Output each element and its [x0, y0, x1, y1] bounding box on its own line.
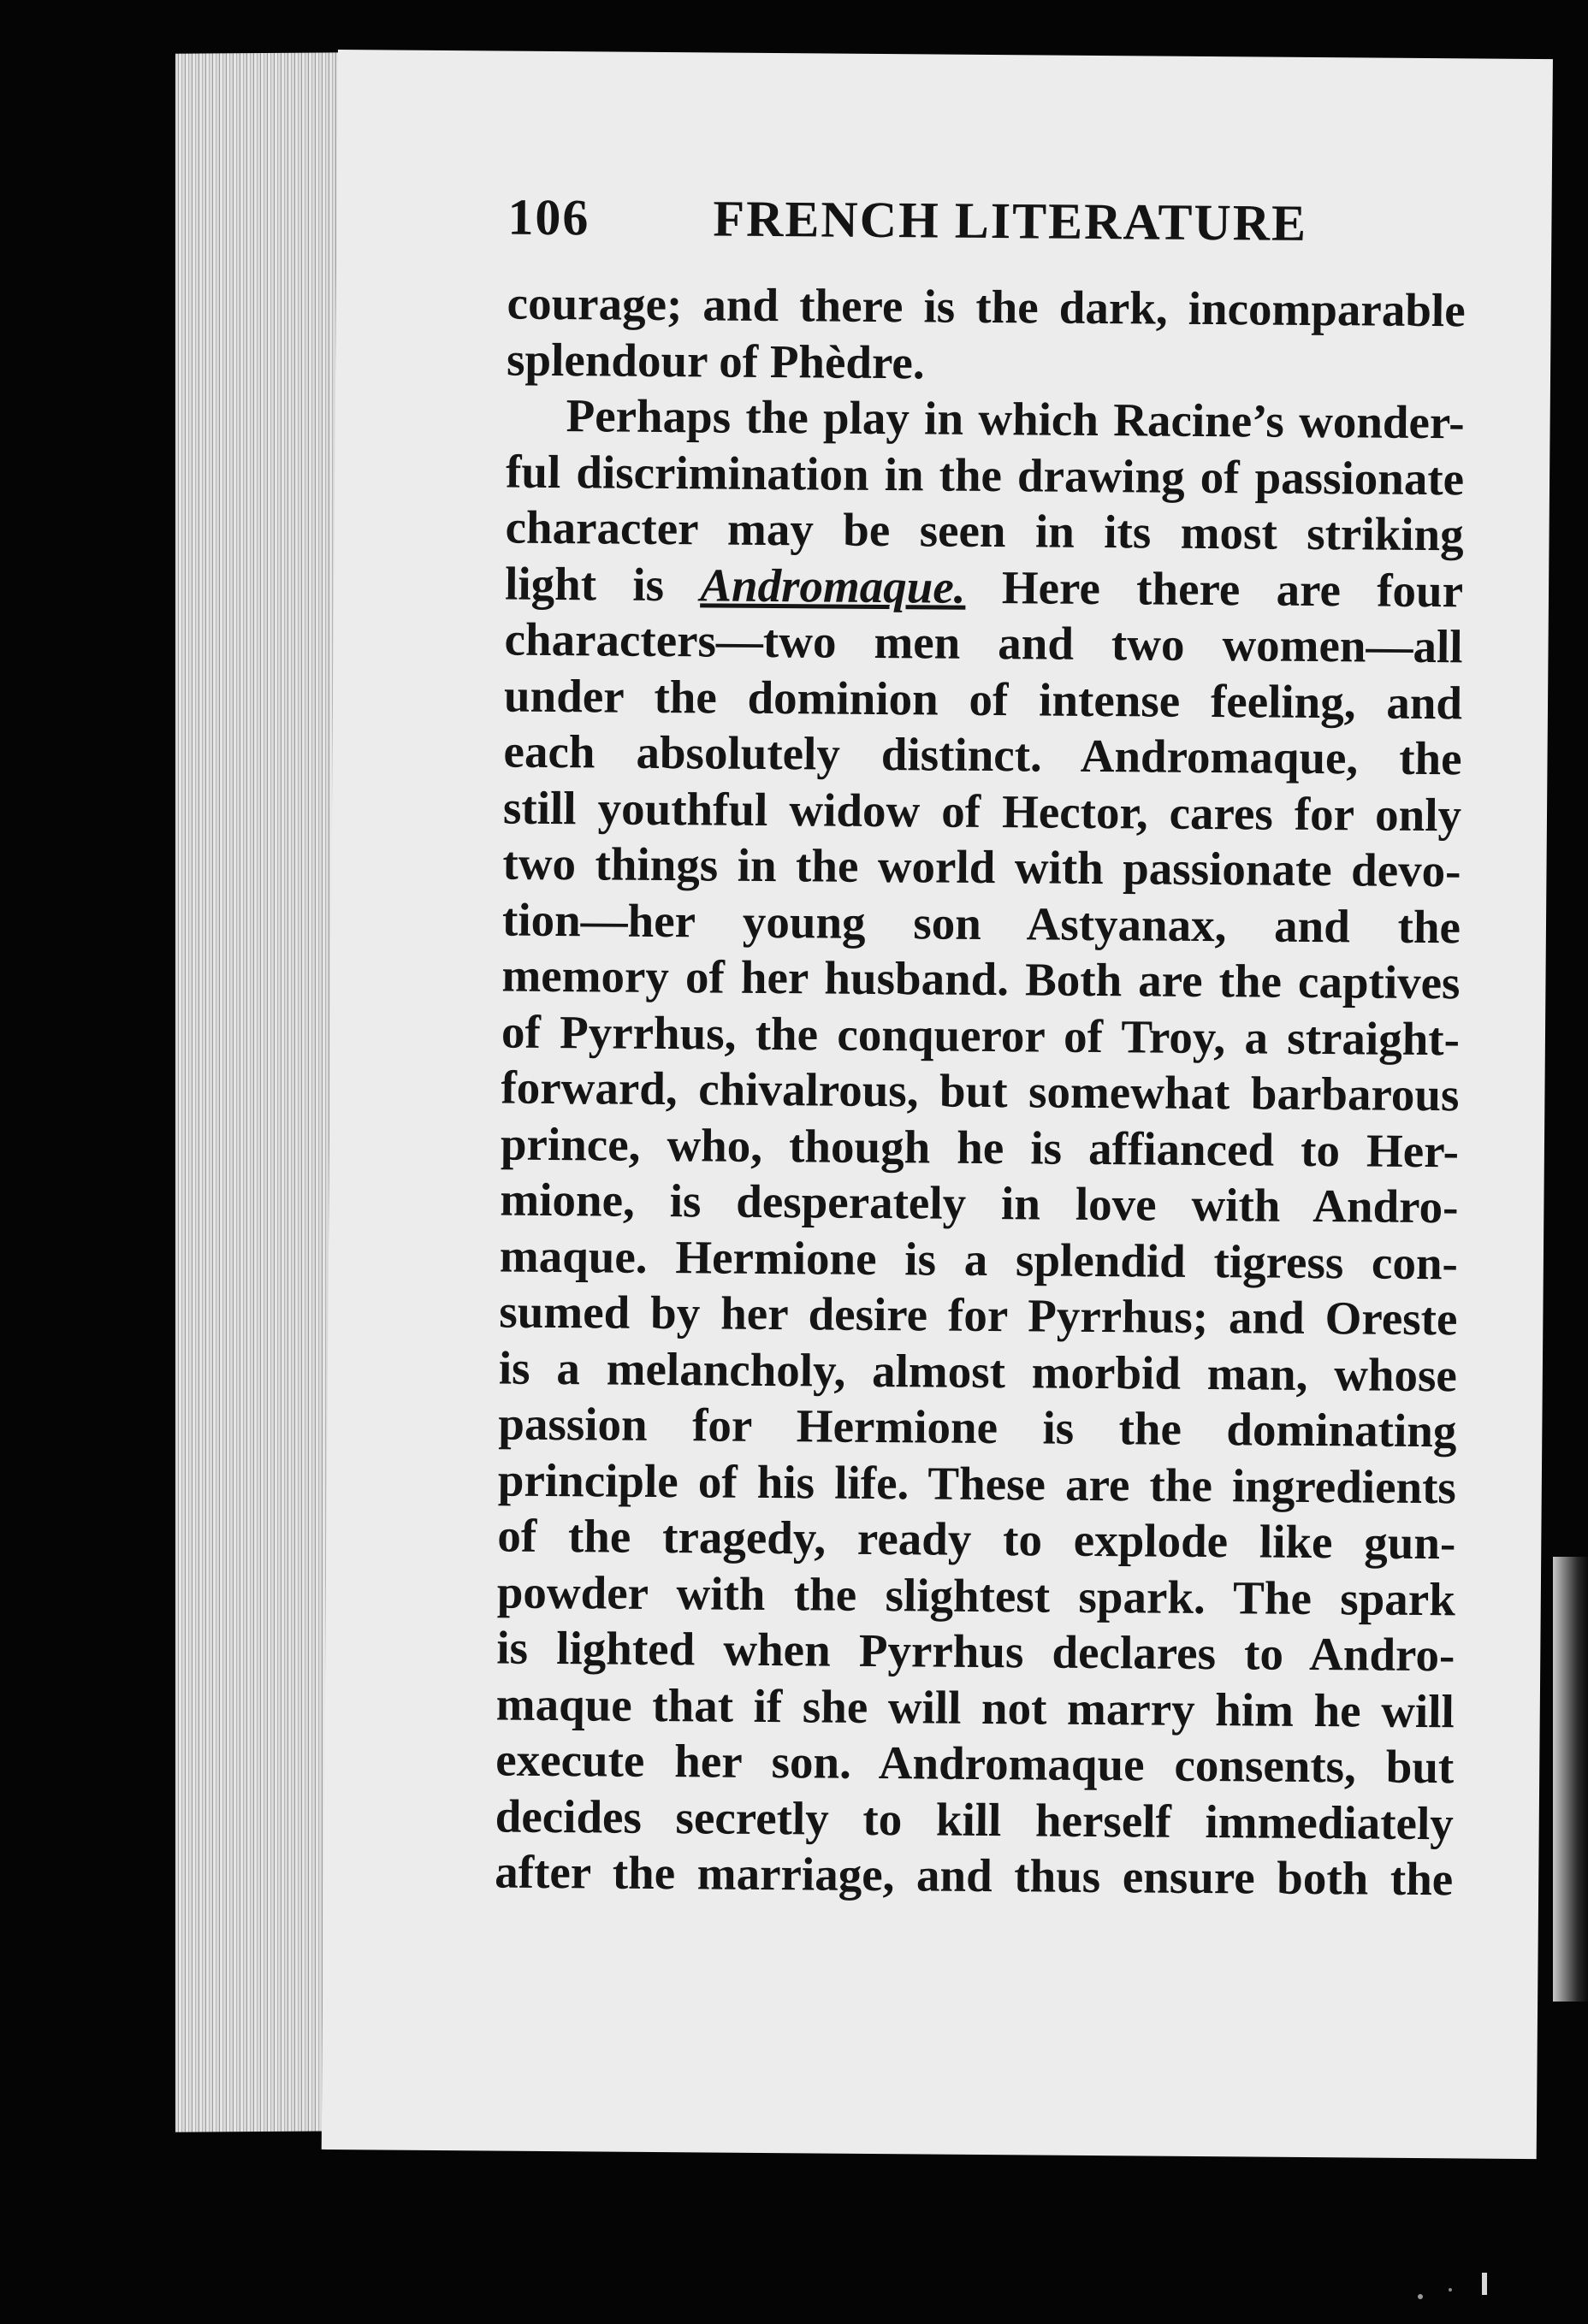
text-line: is a melancholy, almost morbid man, whose	[498, 1341, 1458, 1401]
text-line: execute her son. Andromaque consents, but	[495, 1733, 1455, 1794]
text-segment: Here there are four	[965, 560, 1464, 617]
text-line: memory of her husband. Both are the captives	[501, 949, 1461, 1009]
running-head	[507, 188, 1381, 254]
body-text	[495, 275, 1466, 1907]
text-line: of Pyrrhus, the conqueror of Troy, a straight-	[501, 1005, 1461, 1065]
play-title-andromaque: Andromaque.	[700, 558, 966, 613]
text-line: maque. Hermione is a splendid tigress con-	[499, 1229, 1459, 1289]
text-line: forward, chivalrous, but somewhat barbarous	[501, 1061, 1460, 1121]
text-line: still youthful widow of Hector, cares for only	[502, 781, 1462, 841]
text-line: each absolutely distinct. Andromaque, the	[503, 724, 1462, 785]
text-line: prince, who, though he is affianced to Her-	[500, 1117, 1460, 1177]
text-line: Perhaps the play in which Racine’s wonder-	[566, 389, 1465, 449]
text-line: principle of his life. These are the ingredients	[497, 1453, 1457, 1513]
binding-shadow	[1553, 1557, 1588, 2002]
text-line: tion—her young son Astyanax, and the	[501, 893, 1461, 953]
text-line: ful discrimination in the drawing of passionate	[505, 445, 1465, 505]
text-line: passion for Hermione is the dominating	[498, 1397, 1457, 1458]
text-line	[505, 555, 1463, 618]
text-line: under the dominion of intense feeling, and	[503, 669, 1463, 729]
text-line: characters—two men and two women—all	[504, 612, 1463, 673]
text-line: powder with the slightest spark. The spark	[496, 1565, 1456, 1625]
text-segment: light is	[504, 557, 701, 611]
text-line: of the tragedy, ready to explode like gun-	[497, 1509, 1456, 1570]
text-line: after the marriage, and thus ensure both the	[495, 1845, 1454, 1906]
text-line: courage; and there is the dark, incomparable	[507, 276, 1466, 337]
running-title: FRENCH LITERATURE	[713, 190, 1308, 251]
text-line: sumed by her desire for Pyrrhus; and Oreste	[499, 1285, 1458, 1345]
text-line: two things in the world with passionate devo-	[502, 837, 1461, 897]
text-line: is lighted when Pyrrhus declares to Andro-	[496, 1621, 1455, 1682]
text-line: character may be seen in its most striking	[505, 500, 1464, 561]
text-line: mione, is desperately in love with Andro-	[500, 1173, 1459, 1233]
text-line: decides secretly to kill herself immediately	[495, 1789, 1454, 1849]
text-line: maque that if she will not marry him he will	[495, 1677, 1455, 1737]
page-number: 106	[507, 188, 590, 246]
text-line: splendour of Phèdre.	[506, 333, 925, 388]
book-page	[322, 50, 1553, 2159]
scan-specks	[1403, 2271, 1506, 2305]
